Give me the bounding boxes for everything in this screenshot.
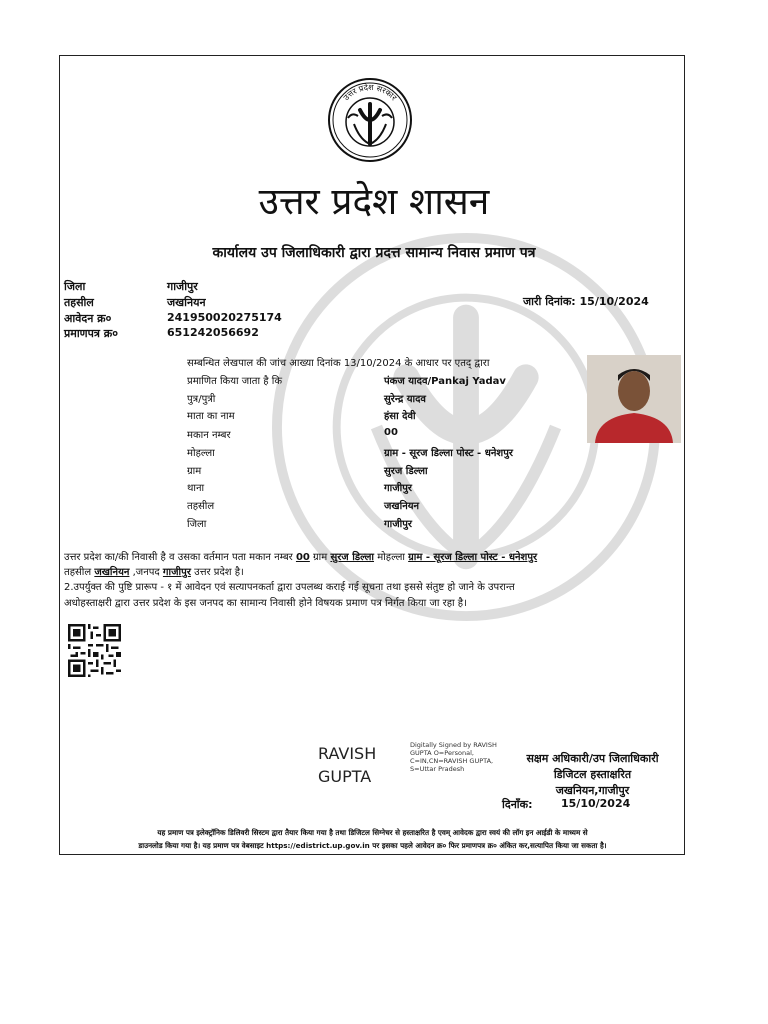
- detail-label: ग्राम: [187, 466, 202, 477]
- detail-value: गाजीपुर: [384, 519, 412, 530]
- meta-label-certificate-no: प्रमाणपत्र क्र०: [64, 327, 118, 340]
- meta-value-application-no: 241950020275174: [167, 311, 282, 324]
- detail-value: 00: [384, 427, 398, 438]
- detail-label: मोहल्ला: [187, 448, 215, 459]
- detail-label: मकान नम्बर: [187, 430, 231, 441]
- detail-label: तहसील: [187, 501, 215, 512]
- emblem-text: उत्तर प्रदेश सरकार: [341, 82, 399, 103]
- detail-value: हंसा देवी: [384, 411, 416, 422]
- mohalla-name: ग्राम - सूरज डिल्ला पोस्ट - धनेशपुर: [408, 552, 538, 563]
- detail-label: प्रमाणित किया जाता है कि: [187, 376, 283, 387]
- district-name: गाजीपुर: [162, 567, 191, 578]
- meta-value-tehsil: जखनियन: [167, 296, 206, 309]
- tehsil-name: जखनियन: [94, 567, 130, 578]
- detail-label: जिला: [187, 519, 207, 530]
- detail-value: गाजीपुर: [384, 483, 412, 494]
- qr-code-icon: [66, 624, 123, 677]
- issue-date: जारी दिनांक: 15/10/2024: [523, 295, 649, 308]
- meta-value-district: गाजीपुर: [167, 280, 198, 293]
- detail-value: सुरज डिल्ला: [384, 466, 428, 477]
- detail-label: पुत्र/पुत्री: [187, 394, 216, 405]
- digital-signature-details: Digitally Signed by RAVISH GUPTA O=Personal, C=IN,CN=RAVISH GUPTA, S=Uttar Pradesh: [410, 741, 497, 773]
- up-government-emblem-icon: [326, 78, 414, 162]
- residence-paragraph-line: तहसील जखनियन ,जनपद गाजीपुर उत्तर प्रदेश है।: [64, 567, 244, 578]
- signing-date: 15/10/2024: [561, 797, 631, 810]
- intro-text: सम्बन्धित लेखपाल की जांच आख्या दिनांक 13/10/2024 के आधार पर एतद् द्वारा: [187, 358, 490, 369]
- detail-label: थाना: [187, 483, 205, 494]
- residence-paragraph-line: उत्तर प्रदेश का/की निवासी है व उसका वर्तमान पता मकान नम्बर 00 ग्राम सुरज डिल्ला मोहल्ला ग्राम - सूरज डिल्ला पोस्ट - धनेशपुर: [64, 552, 538, 563]
- meta-label-tehsil: तहसील: [64, 296, 94, 309]
- detail-value: पंकज यादव/Pankaj Yadav: [384, 376, 506, 387]
- detail-value: सुरेन्द्र यादव: [384, 394, 426, 405]
- government-title: उत्तर प्रदेश शासन: [258, 180, 490, 223]
- detail-value: ग्राम - सूरज डिल्ला पोस्ट - धनेशपुर: [384, 448, 513, 459]
- meta-value-certificate-no: 651242056692: [167, 326, 259, 339]
- certificate-title: कार्यालय उप जिलाधिकारी द्वारा प्रदत्त सामान्य निवास प्रमाण पत्र: [212, 245, 536, 261]
- verification-paragraph-line: अधोहस्ताक्षरी द्वारा उत्तर प्रदेश के इस जनपद का सामान्य निवासी होने विषयक प्रमाण पत्र निर्गत किया जा रहा है।: [64, 598, 467, 609]
- village-name: सुरज डिल्ला: [330, 552, 375, 563]
- verification-footer: यह प्रमाण पत्र इलेक्ट्रॉनिक डिलिवरी सिस्टम द्वारा तैयार किया गया है तथा डिजिटल सिग्नेचर से हस्ताक्षरित है एवम् आवेदक द्वारा स्वयं की लॉग इन आईडी के माध्यम से डाउनलोड किया गया है। यह प्रमाण पत्र वेबसाइट https://edistrict.up.gov.in पर इसका पहले आवेदन क्र० फिर प्रमाणपत्र क्र० अंकित कर,सत्यापित किया जा सकता है।: [138, 828, 607, 850]
- verification-paragraph-line: 2.उपर्युक्त की पुष्टि प्रारूप - १ में आवेदन एवं सत्यापनकर्ता द्वारा उपलब्ध कराई गई सूचना तथा इससे संतुष्ट हो जाने के उपरान्त: [64, 582, 515, 593]
- meta-label-application-no: आवेदन क्र०: [64, 312, 112, 325]
- signing-date-label: दिनाँक:: [502, 798, 533, 811]
- house-number: 00: [295, 552, 310, 563]
- detail-label: माता का नाम: [187, 411, 235, 422]
- applicant-photo: [587, 355, 681, 443]
- issuing-officer: सक्षम अधिकारी/उप जिलाधिकारी डिजिटल हस्ताक्षरित जखनियन,गाजीपुर: [526, 752, 659, 797]
- meta-label-district: जिला: [64, 280, 86, 293]
- signer-name: RAVISH GUPTA: [318, 744, 377, 786]
- detail-value: जखनियन: [384, 501, 420, 512]
